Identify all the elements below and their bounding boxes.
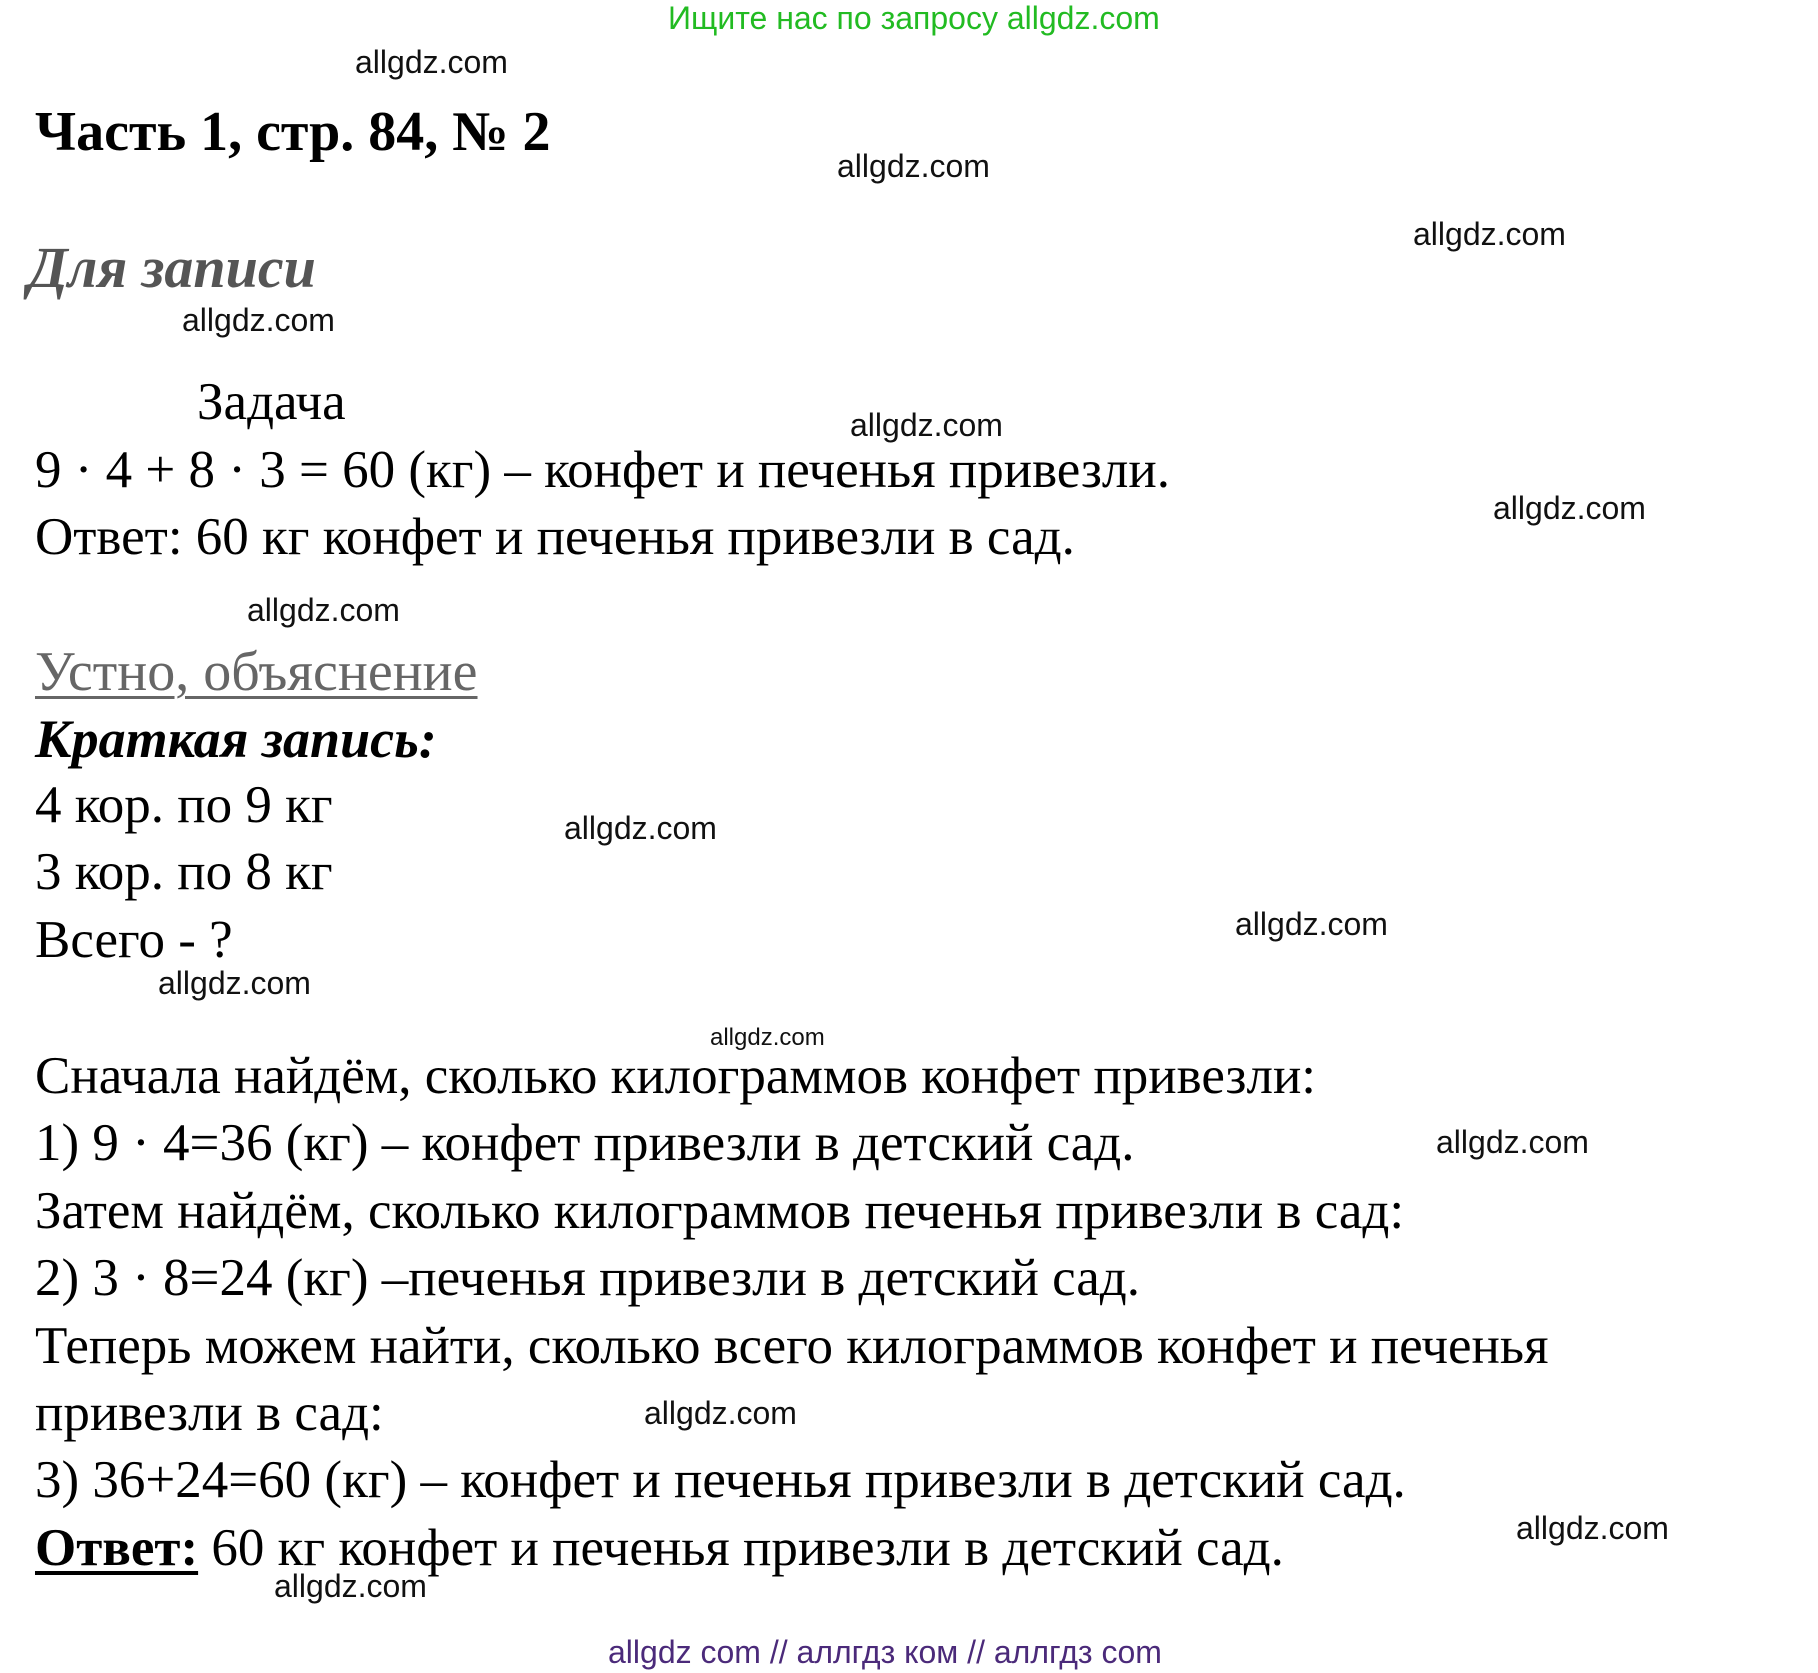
answer-text: 60 кг конфет и печенья привезли в детский сад.	[198, 1519, 1284, 1577]
task-line: 9 · 4 + 8 · 3 = 60 (кг) – конфет и печенья привезли.	[35, 441, 1170, 499]
watermark[interactable]: allgdz.com	[274, 1568, 427, 1604]
watermark[interactable]: allgdz.com	[1436, 1124, 1589, 1160]
top-banner[interactable]: Ищите нас по запросу allgdz.com	[668, 0, 1160, 36]
watermark[interactable]: allgdz.com	[710, 1024, 825, 1051]
watermark[interactable]: allgdz.com	[564, 810, 717, 846]
watermark[interactable]: allgdz.com	[1235, 906, 1388, 942]
solution-line: привезли в сад:	[35, 1384, 384, 1442]
task-heading: Задача	[197, 373, 346, 431]
solution-line: 3) 36+24=60 (кг) – конфет и печенья привезли в детский сад.	[35, 1451, 1406, 1509]
watermark[interactable]: allgdz.com	[247, 592, 400, 628]
page-title: Часть 1, стр. 84, № 2	[35, 101, 551, 163]
solution-line: 2) 3 · 8=24 (кг) –печенья привезли в детский сад.	[35, 1249, 1140, 1307]
final-answer	[35, 1518, 1284, 1578]
short-record-line: 3 кор. по 8 кг	[35, 843, 333, 901]
short-record-line: Всего - ?	[35, 911, 233, 969]
solution-line: Теперь можем найти, сколько всего килограммов конфет и печенья	[35, 1317, 1549, 1375]
watermark[interactable]: allgdz.com	[355, 44, 508, 80]
watermark[interactable]: allgdz.com	[182, 302, 335, 338]
watermark[interactable]: allgdz.com	[1516, 1510, 1669, 1546]
footer-links[interactable]: allgdz com // аллгдз ком // аллгдз com	[608, 1634, 1162, 1670]
watermark[interactable]: allgdz.com	[837, 148, 990, 184]
solution-line: Сначала найдём, сколько килограммов конфет привезли:	[35, 1047, 1317, 1105]
watermark[interactable]: allgdz.com	[850, 407, 1003, 443]
watermark[interactable]: allgdz.com	[1413, 216, 1566, 252]
section-record-heading: Для записи	[28, 235, 316, 300]
watermark[interactable]: allgdz.com	[158, 965, 311, 1001]
answer-label: Ответ:	[35, 1519, 199, 1577]
watermark[interactable]: allgdz.com	[644, 1395, 797, 1431]
short-record-line: 4 кор. по 9 кг	[35, 776, 333, 834]
watermark[interactable]: allgdz.com	[1493, 490, 1646, 526]
section-oral-heading: Устно, объяснение	[35, 641, 478, 703]
task-answer-line: Ответ: 60 кг конфет и печенья привезли в сад.	[35, 508, 1075, 566]
solution-line: Затем найдём, сколько килограммов печенья привезли в сад:	[35, 1182, 1405, 1240]
short-record-heading: Краткая запись:	[35, 709, 437, 769]
solution-line: 1) 9 · 4=36 (кг) – конфет привезли в детский сад.	[35, 1114, 1135, 1172]
